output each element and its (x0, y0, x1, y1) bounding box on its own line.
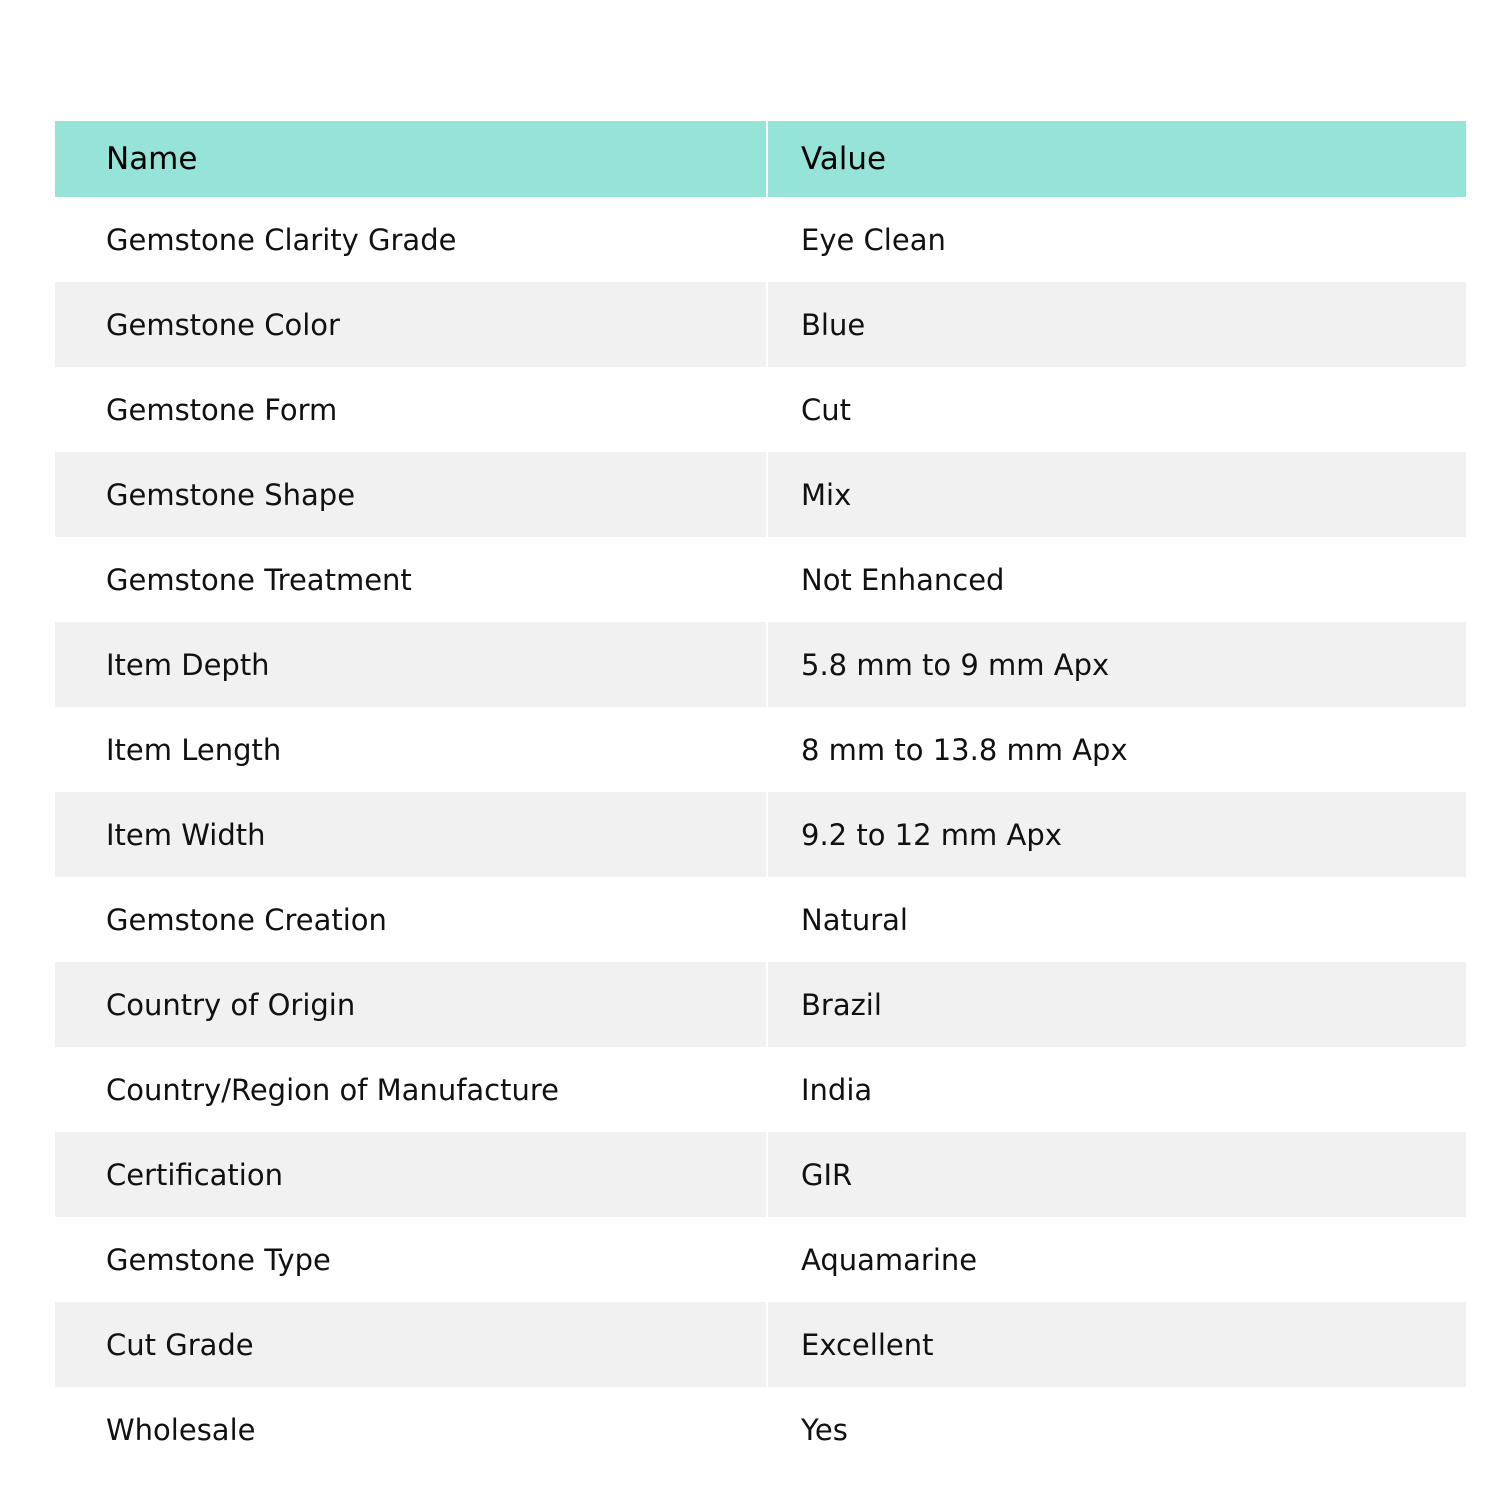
row-name-cell: Gemstone Form (106, 392, 338, 427)
row-value-cell: Cut (767, 367, 1466, 452)
row-value-cell: 8 mm to 13.8 mm Apx (767, 707, 1466, 792)
table-row (55, 962, 1466, 1047)
item-specifics-table (55, 121, 1466, 1472)
table-row (55, 1217, 1466, 1302)
table-row (55, 1047, 1466, 1132)
row-name-cell: Gemstone Treatment (106, 562, 412, 597)
row-value-cell: Blue (767, 282, 1466, 367)
row-value-cell: Eye Clean (767, 197, 1466, 282)
row-value-cell: Not Enhanced (767, 537, 1466, 622)
table-row (55, 1302, 1466, 1387)
row-name-cell: Country of Origin (106, 987, 356, 1022)
row-name-cell: Wholesale (106, 1412, 256, 1447)
table-row (55, 367, 1466, 452)
row-name-cell: Item Depth (106, 647, 270, 682)
row-value-cell: India (767, 1047, 1466, 1132)
row-value-cell: Excellent (767, 1302, 1466, 1387)
row-name-cell: Certification (106, 1157, 283, 1192)
column-header-name: Name (106, 141, 198, 177)
row-value-cell: Mix (767, 452, 1466, 537)
row-name-cell: Cut Grade (106, 1327, 254, 1362)
row-value-cell: Brazil (767, 962, 1466, 1047)
table-header (55, 121, 1466, 197)
row-name-cell: Gemstone Color (106, 307, 340, 342)
table-row (55, 792, 1466, 877)
table-row (55, 707, 1466, 792)
table-header-row (55, 121, 1466, 197)
row-value-cell: Yes (767, 1387, 1466, 1472)
row-name-cell: Item Width (106, 817, 266, 852)
row-name-cell: Gemstone Type (106, 1242, 331, 1277)
row-value-cell: Natural (767, 877, 1466, 962)
table-row (55, 197, 1466, 282)
table-row (55, 1387, 1466, 1472)
row-name-cell: Gemstone Clarity Grade (106, 222, 457, 257)
row-value-cell: 9.2 to 12 mm Apx (767, 792, 1466, 877)
row-value-cell: Aquamarine (767, 1217, 1466, 1302)
row-name-cell: Item Length (106, 732, 282, 767)
table-row (55, 877, 1466, 962)
table-row (55, 622, 1466, 707)
row-name-cell: Gemstone Shape (106, 477, 356, 512)
row-value-cell: 5.8 mm to 9 mm Apx (767, 622, 1466, 707)
row-name-cell: Country/Region of Manufacture (106, 1072, 559, 1107)
row-value-cell: GIR (767, 1132, 1466, 1217)
row-name-cell: Gemstone Creation (106, 902, 387, 937)
table-row (55, 452, 1466, 537)
table-row (55, 282, 1466, 367)
table-row (55, 1132, 1466, 1217)
table-row (55, 537, 1466, 622)
column-header-value: Value (767, 121, 1466, 197)
table-body (55, 197, 1466, 1472)
